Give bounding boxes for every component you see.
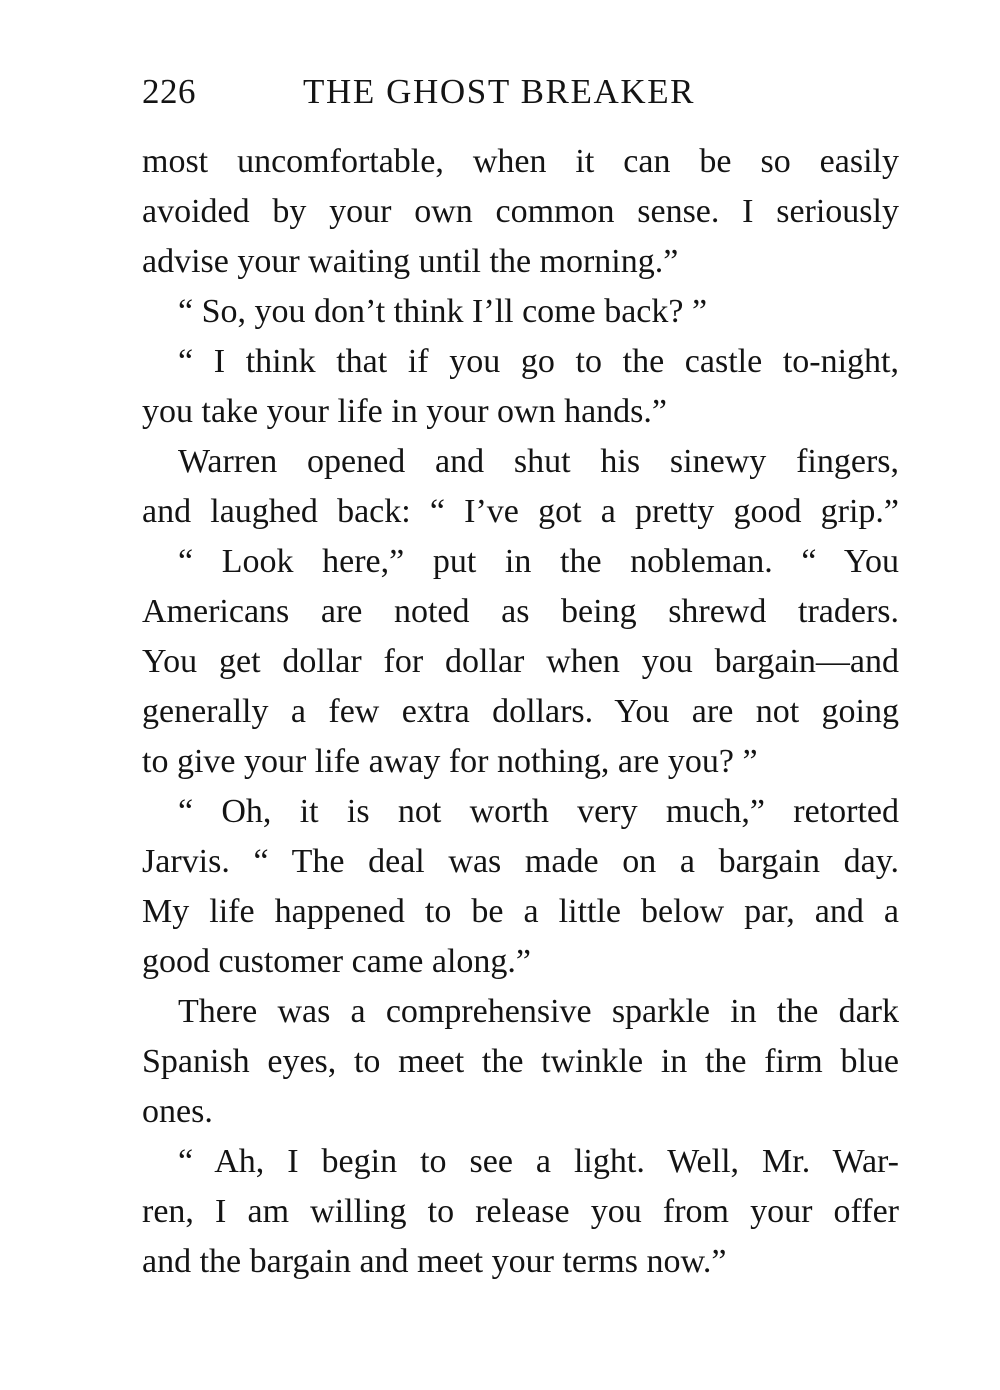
text-line: “ Ah, I begin to see a light. Well, Mr. War- — [178, 1143, 899, 1180]
running-title: THE GHOST BREAKER — [303, 72, 696, 111]
text-line: Spanish eyes, to meet the twinkle in the firm blue — [142, 1043, 899, 1080]
text-line: “ I think that if you go to the castle to-night, — [178, 343, 899, 380]
text-line: you take your life in your own hands.” — [142, 393, 667, 430]
text-line: ren, I am willing to release you from your offer — [142, 1193, 899, 1230]
text-line: and the bargain and meet your terms now.” — [142, 1243, 727, 1280]
text-line: There was a comprehensive sparkle in the dark — [178, 993, 899, 1030]
text-line: advise your waiting until the morning.” — [142, 243, 679, 280]
text-line: avoided by your own common sense. I seriously — [142, 193, 899, 230]
text-line: to give your life away for nothing, are you? ” — [142, 743, 758, 780]
body-text — [142, 137, 899, 1287]
text-line: Americans are noted as being shrewd traders. — [142, 593, 899, 630]
text-line: You get dollar for dollar when you bargain—and — [142, 643, 899, 680]
text-line: “ So, you don’t think I’ll come back? ” — [178, 293, 708, 330]
text-line: “ Look here,” put in the nobleman. “ You — [178, 543, 899, 580]
running-header — [142, 70, 902, 114]
text-line: ones. — [142, 1093, 213, 1130]
text-line: most uncomfortable, when it can be so easily — [142, 143, 899, 180]
text-line: good customer came along.” — [142, 943, 531, 980]
text-line: Warren opened and shut his sinewy fingers, — [178, 443, 899, 480]
text-line: and laughed back: “ I’ve got a pretty good grip.” — [142, 493, 899, 530]
page-number: 226 — [142, 72, 196, 111]
text-line: Jarvis. “ The deal was made on a bargain day. — [142, 843, 899, 880]
text-line: generally a few extra dollars. You are not going — [142, 693, 899, 730]
text-line: “ Oh, it is not worth very much,” retorted — [178, 793, 899, 830]
text-line: My life happened to be a little below par, and a — [142, 893, 899, 930]
